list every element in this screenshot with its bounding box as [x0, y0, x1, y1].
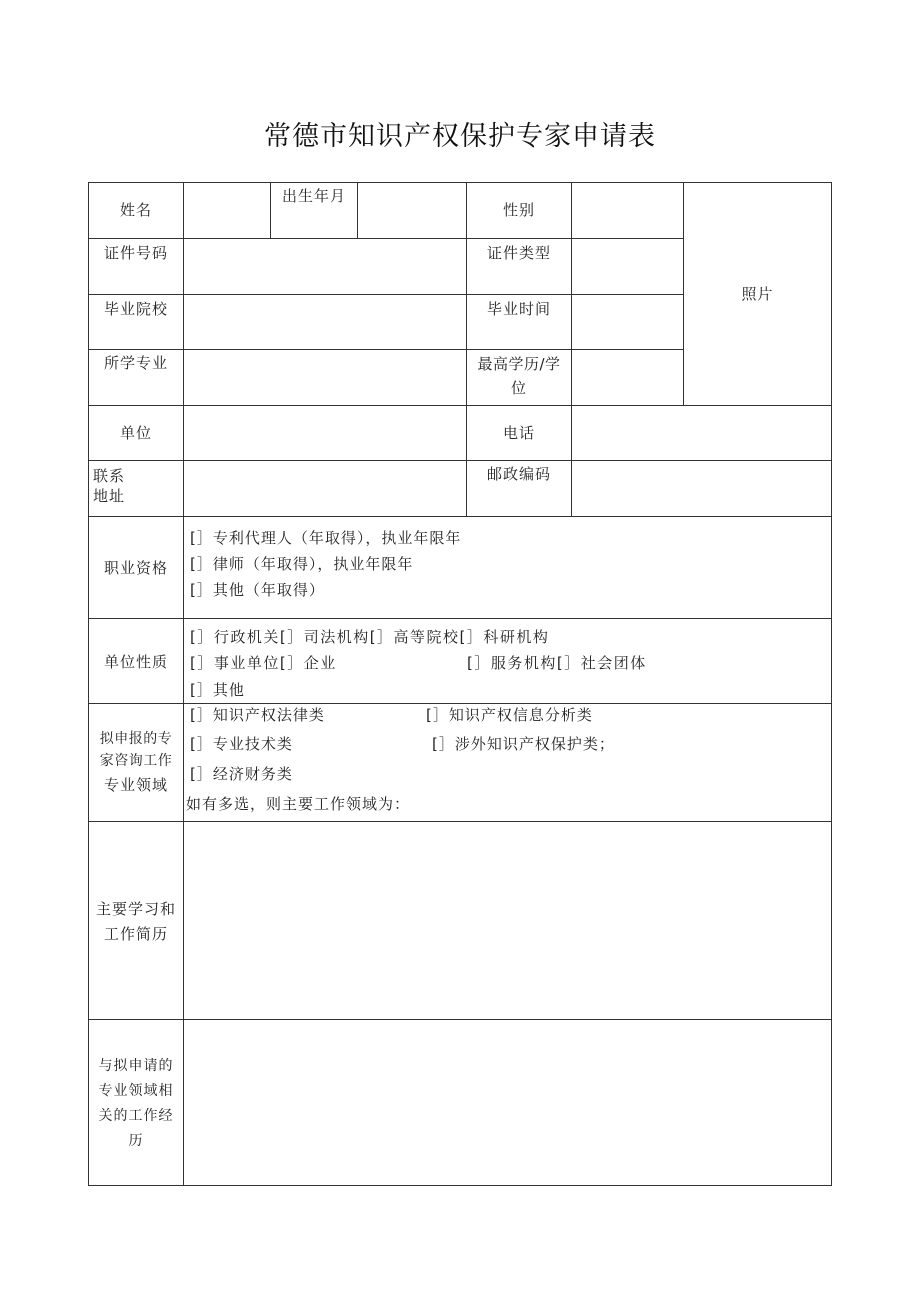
- degree-field[interactable]: [572, 350, 683, 405]
- table-border-bottom: [88, 1185, 832, 1186]
- domain-option-tech[interactable]: [］专业技术类: [190, 735, 293, 753]
- resume-label-line1: 主要学习和: [95, 900, 176, 918]
- major-field[interactable]: [184, 350, 466, 405]
- gender-field[interactable]: [572, 183, 683, 238]
- school-field[interactable]: [184, 295, 466, 349]
- id-number-field[interactable]: [184, 239, 466, 294]
- birth-label: 出生年月: [281, 187, 346, 205]
- related-label-line1: 与拟申请的: [98, 1058, 174, 1074]
- domain-option-foreign-ip[interactable]: [］涉外知识产权保护类；: [432, 735, 615, 753]
- id-type-label: 证件类型: [486, 244, 551, 262]
- domain-label-line1: 拟申报的专: [99, 731, 173, 747]
- address-field[interactable]: [184, 461, 466, 516]
- employer-field[interactable]: [184, 406, 466, 460]
- resume-label-line2: 工作简历: [103, 925, 168, 943]
- related-label-line4: 历: [128, 1133, 144, 1149]
- address-label-line1: 联系: [93, 467, 126, 485]
- domain-option-finance[interactable]: [］经济财务类: [190, 765, 293, 783]
- postcode-label: 邮政编码: [486, 465, 551, 483]
- domain-option-ip-info[interactable]: [］知识产权信息分析类: [426, 706, 593, 724]
- graduation-time-label: 毕业时间: [486, 300, 551, 318]
- unit-type-option-other[interactable]: [］其他: [190, 681, 245, 699]
- phone-label: 电话: [502, 424, 535, 442]
- unit-type-options-row2b[interactable]: [］服务机构[］社会团体: [467, 654, 647, 672]
- graduation-time-field[interactable]: [572, 295, 683, 349]
- unit-type-options-row2a[interactable]: [］事业单位[］企业: [190, 654, 337, 672]
- id-number-label: 证件号码: [103, 244, 168, 262]
- qualification-option-other[interactable]: [］其他（年取得）: [190, 581, 325, 599]
- name-field[interactable]: [184, 183, 270, 238]
- table-border-right: [831, 182, 832, 1186]
- address-label-line2: 地址: [93, 487, 126, 505]
- qualification-option-patent-agent[interactable]: [］专利代理人（年取得），执业年限年: [190, 529, 462, 547]
- row-divider: [88, 618, 832, 619]
- name-label: 姓名: [119, 201, 152, 219]
- qualification-label: 职业资格: [103, 559, 168, 577]
- related-experience-field[interactable]: [184, 1020, 831, 1185]
- page-title: 常德市知识产权保护专家申请表: [264, 121, 656, 152]
- unit-type-label: 单位性质: [103, 653, 168, 671]
- photo-label: 照片: [741, 285, 774, 303]
- birth-field[interactable]: [358, 183, 466, 238]
- employer-label: 单位: [119, 424, 152, 442]
- domain-label-line3: 专业领域: [103, 776, 168, 794]
- postcode-field[interactable]: [572, 461, 831, 516]
- domain-label-line2: 家咨询工作: [99, 753, 173, 769]
- domain-primary-note: 如有多选，则主要工作领域为：: [186, 795, 411, 813]
- gender-label: 性别: [502, 201, 535, 219]
- qualification-option-lawyer[interactable]: [］律师（年取得），执业年限年: [190, 555, 414, 573]
- degree-label-line2: 位: [510, 379, 527, 397]
- id-type-field[interactable]: [572, 239, 683, 294]
- table-border-left: [88, 182, 89, 1186]
- degree-label-line1: 最高学历/学: [477, 355, 561, 373]
- related-label-line3: 关的工作经: [98, 1108, 174, 1124]
- domain-option-ip-law[interactable]: [］知识产权法律类: [190, 706, 325, 724]
- related-label-line2: 专业领域相: [98, 1083, 174, 1099]
- unit-type-options-row1[interactable]: [］行政机关[］司法机构[］高等院校[］科研机构: [190, 628, 550, 646]
- school-label: 毕业院校: [103, 300, 168, 318]
- major-label: 所学专业: [103, 354, 168, 372]
- phone-field[interactable]: [572, 406, 831, 460]
- resume-field[interactable]: [184, 822, 831, 1019]
- row-divider: [88, 516, 832, 517]
